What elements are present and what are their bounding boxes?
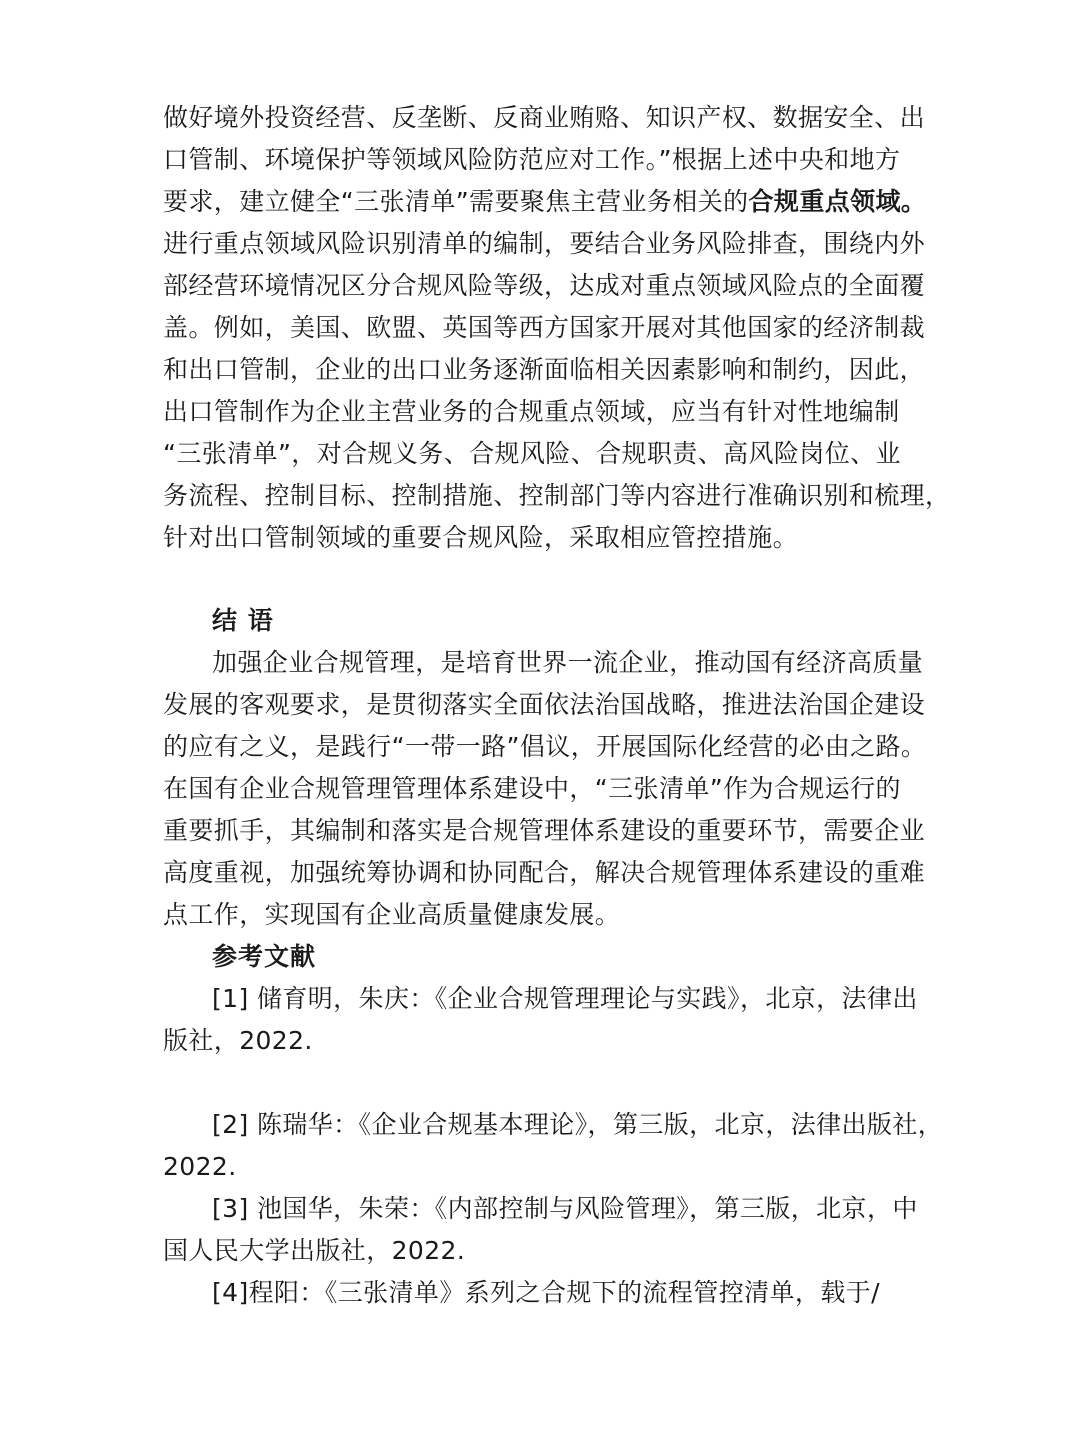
body-text-line: 出口管制作为企业主营业务的合规重点领域，应当有针对性地编制 bbox=[163, 397, 900, 426]
reference-item-continuation: 2022. bbox=[163, 1152, 237, 1181]
body-text-line: 口管制、环境保护等领域风险防范应对工作。”根据上述中央和地方 bbox=[163, 145, 901, 174]
conclusion-heading: 结 语 bbox=[212, 606, 274, 635]
reference-item-continuation: 国人民大学出版社，2022. bbox=[163, 1236, 466, 1265]
body-text-line: 务流程、控制目标、控制措施、控制部门等内容进行准确识别和梳理， bbox=[163, 481, 951, 510]
body-text-line: 进行重点领域风险识别清单的编制，要结合业务风险排查，围绕内外 bbox=[163, 229, 926, 258]
body-text-line: 加强企业合规管理，是培育世界一流企业，推动国有经济高质量 bbox=[212, 648, 924, 677]
body-text-line: 盖。例如，美国、欧盟、英国等西方国家开展对其他国家的经济制裁 bbox=[163, 313, 926, 342]
reference-item: [1] 储育明，朱庆：《企业合规管理理论与实践》，北京，法律出 bbox=[212, 984, 918, 1013]
body-text-line: 的应有之义，是践行“一带一路”倡议，开展国际化经营的必由之路。 bbox=[163, 732, 927, 761]
body-text-line: 点工作，实现国有企业高质量健康发展。 bbox=[163, 900, 621, 929]
body-text-line bbox=[163, 185, 927, 219]
reference-item-continuation: 版社，2022. bbox=[163, 1026, 313, 1055]
reference-item: [2] 陈瑞华：《企业合规基本理论》，第三版，北京，法律出版社， bbox=[212, 1110, 944, 1139]
body-text-line: 针对出口管制领域的重要合规风险，采取相应管控措施。 bbox=[163, 523, 799, 552]
body-text-line: 重要抓手，其编制和落实是合规管理体系建设的重要环节，需要企业 bbox=[163, 816, 926, 845]
body-text-line: 部经营环境情况区分合规风险等级，达成对重点领域风险点的全面覆 bbox=[163, 271, 926, 300]
body-text-line: 做好境外投资经营、反垄断、反商业贿赂、知识产权、数据安全、出 bbox=[163, 103, 926, 132]
reference-item: [4]程阳：《三张清单》系列之合规下的流程管控清单，载于/ bbox=[212, 1278, 880, 1307]
body-text-line: “三张清单”，对合规义务、合规风险、合规职责、高风险岗位、业 bbox=[163, 439, 901, 468]
body-text-span: 要求，建立健全“三张清单”需要聚焦主营业务相关的 bbox=[163, 187, 749, 216]
body-text-line: 发展的客观要求，是贯彻落实全面依法治国战略，推进法治国企建设 bbox=[163, 690, 926, 719]
reference-item: [3] 池国华，朱荣：《内部控制与风险管理》，第三版，北京，中 bbox=[212, 1194, 918, 1223]
body-text-line: 和出口管制，企业的出口业务逐渐面临相关因素影响和制约，因此， bbox=[163, 355, 926, 384]
body-text-line: 在国有企业合规管理管理体系建设中，“三张清单”作为合规运行的 bbox=[163, 774, 901, 803]
body-text-line: 高度重视，加强统筹协调和协同配合，解决合规管理体系建设的重难 bbox=[163, 858, 926, 887]
bold-emphasis-text: 合规重点领域。 bbox=[748, 187, 927, 216]
references-heading: 参考文献 bbox=[212, 942, 317, 971]
